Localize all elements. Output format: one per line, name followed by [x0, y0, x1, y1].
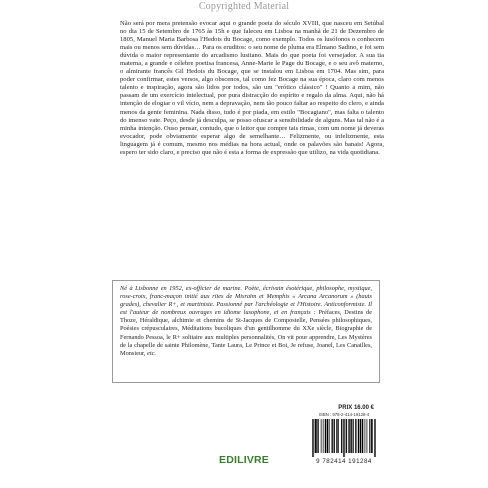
main-text: Não será por mera pretensão evocar aqui o grande poeta do século XVIII, que nasceu em Setúbal no dia 15 de Setembro de 1765 às 15h e que faleceu em Lisboa na manhã de 21 de Dezembro de 1805, Manuel Maria Barbosa l'Hedois du Bocage, como exemplo. Todos os lusófonos o conhecem mais ou menos sem dúvidas… Para os eruditos: o seu nome de pluma era Elmano Sadino, e foi sem dúvida o maior representante do arcadismo lusitano. Mais do que poeta foi versejador. A sua tia materna, a grande e célebre poetisa francesa, Anne-Marie le Page du Bocage, e o seu avô materno, o almirante francês Gil Hedois du Bocage, que se instalou em Lisboa em 1704. Mas sim, para poder confirmar, estes versos, algo obscenos, tal como fez Bocage na sua época, claro com menos talento e inspiração, agora são lidos por todos, são um "erótico clássico" ! Quanto a mim, não passam de um exercício intelectual, por pura distracção do espírito e regalo da alma. Aqui, não há intenção de elogiar o vil vício, nem a depravação, nem tão pouco faltar ao respeito do clero, e ainda menos da gente feminina. Nada disso, tudo é por piada, em estilo "Bocagiano", mas falta o talento do imenso vate. Peço, desde já desculpa, se posso ofuscar a sensibilidade de alguns. Mas tal não é a minha intenção. Ouso pensar, contudo, que o leitor que compre tais rimas, com um nome já deveras evocador, pode obviamente esperar algo de semelhante… Felizmente, ou infelizmente, esta linguagem já é comum, mesmo nos médias na hora actual, onde os palavões são banais! Agora, espero ter sido claro, e preciso que não é esta a forma de expressão que utilizo, na vida quotidiana. [120, 20, 384, 156]
barcode-bar [349, 419, 350, 453]
barcode-bar [346, 419, 347, 453]
barcode-bar [360, 419, 361, 453]
barcode-bar [334, 419, 335, 453]
price-label: PRIX 16.00 € [338, 405, 374, 411]
barcode-bar [355, 419, 356, 453]
barcode [312, 419, 376, 457]
barcode-bar [327, 419, 328, 453]
barcode-bar [318, 419, 319, 453]
barcode-bar [329, 419, 330, 453]
barcode-bar [342, 419, 343, 453]
author-bio-italic: Né à Lisbonne en 1952, ex-officier de marine. Poète, écrivain ésotérique, philosophe, mystique, rose-croix, franc-maçon initié aux rites de Misraïm et Memphis « Arcana Arcanorum » (hauts grades), chevalier R+, et martiniste. Passionné par l'archéologie et l'Histoire. Anticonformiste. Il est l'auteur de nombreux ouvrages en idiome lusophone, et en français : [120, 285, 372, 317]
barcode-bar [332, 419, 333, 453]
barcode-bar [356, 419, 357, 453]
barcode-bar [312, 419, 313, 457]
copyright-watermark: Copyrighted Material [198, 1, 290, 12]
barcode-bar [353, 419, 354, 453]
barcode-bar [348, 419, 349, 453]
barcode-bar [363, 419, 364, 453]
barcode-bar [350, 419, 351, 453]
barcode-bar [325, 419, 326, 453]
barcode-bar [344, 419, 345, 457]
barcode-bar [362, 419, 363, 453]
author-bio-box [112, 280, 380, 383]
barcode-bar [313, 419, 314, 457]
barcode-bar [332, 419, 333, 453]
barcode-bar [321, 419, 322, 453]
barcode-bar [346, 419, 347, 453]
isbn-label: ISBN : 978-2-414-19128-4 [318, 412, 370, 417]
barcode-bar [317, 419, 318, 453]
author-bio-ending: etc. [145, 349, 156, 357]
author-bio-works: Préfaces, Destins de Thoze, Héraldique, alchimie et chemins de St-Jacques de Compostelle, Pensées philosophiques, Poésies crépusculaires, Méditations bucoliques d'un gentilhomme du XXe siècle, Biographie de Fernando Pessoa, le R+ solitaire aux multiples personnalités, On vit pour apprendre, Les Mystères de la chapelle de sainte Philomène, Tante Laura, Le Prince et Boi, Je refuse, Joanel, Les Canailles, Monsieur, [120, 309, 372, 357]
barcode-bar [361, 419, 362, 453]
barcode-bar [343, 419, 344, 457]
barcode-bar [371, 419, 372, 453]
barcode-bar [367, 419, 368, 453]
barcode-bar [334, 419, 335, 453]
barcode-bar [369, 419, 370, 453]
barcode-bar [372, 419, 373, 453]
barcode-bar [374, 419, 375, 457]
barcode-bar [351, 419, 352, 453]
barcode-bar [358, 419, 359, 453]
barcode-bar [341, 419, 342, 453]
barcode-block [309, 412, 379, 470]
barcode-bar [358, 419, 359, 453]
barcode-bar [375, 419, 376, 457]
barcode-bar [337, 419, 338, 453]
barcode-bar [315, 419, 316, 453]
barcode-bar [327, 419, 328, 453]
barcode-bar [336, 419, 337, 453]
ean-number: 9 782414 191284 [316, 458, 372, 465]
barcode-bar [371, 419, 372, 453]
barcode-bar [352, 419, 353, 453]
barcode-bar [338, 419, 339, 453]
author-bio [120, 285, 372, 358]
barcode-bar [316, 419, 317, 453]
barcode-bar [323, 419, 324, 453]
barcode-bar [365, 419, 366, 453]
barcode-bar [315, 419, 316, 453]
publisher-logo: EDILIVRE [218, 454, 270, 466]
barcode-bar [325, 419, 326, 453]
